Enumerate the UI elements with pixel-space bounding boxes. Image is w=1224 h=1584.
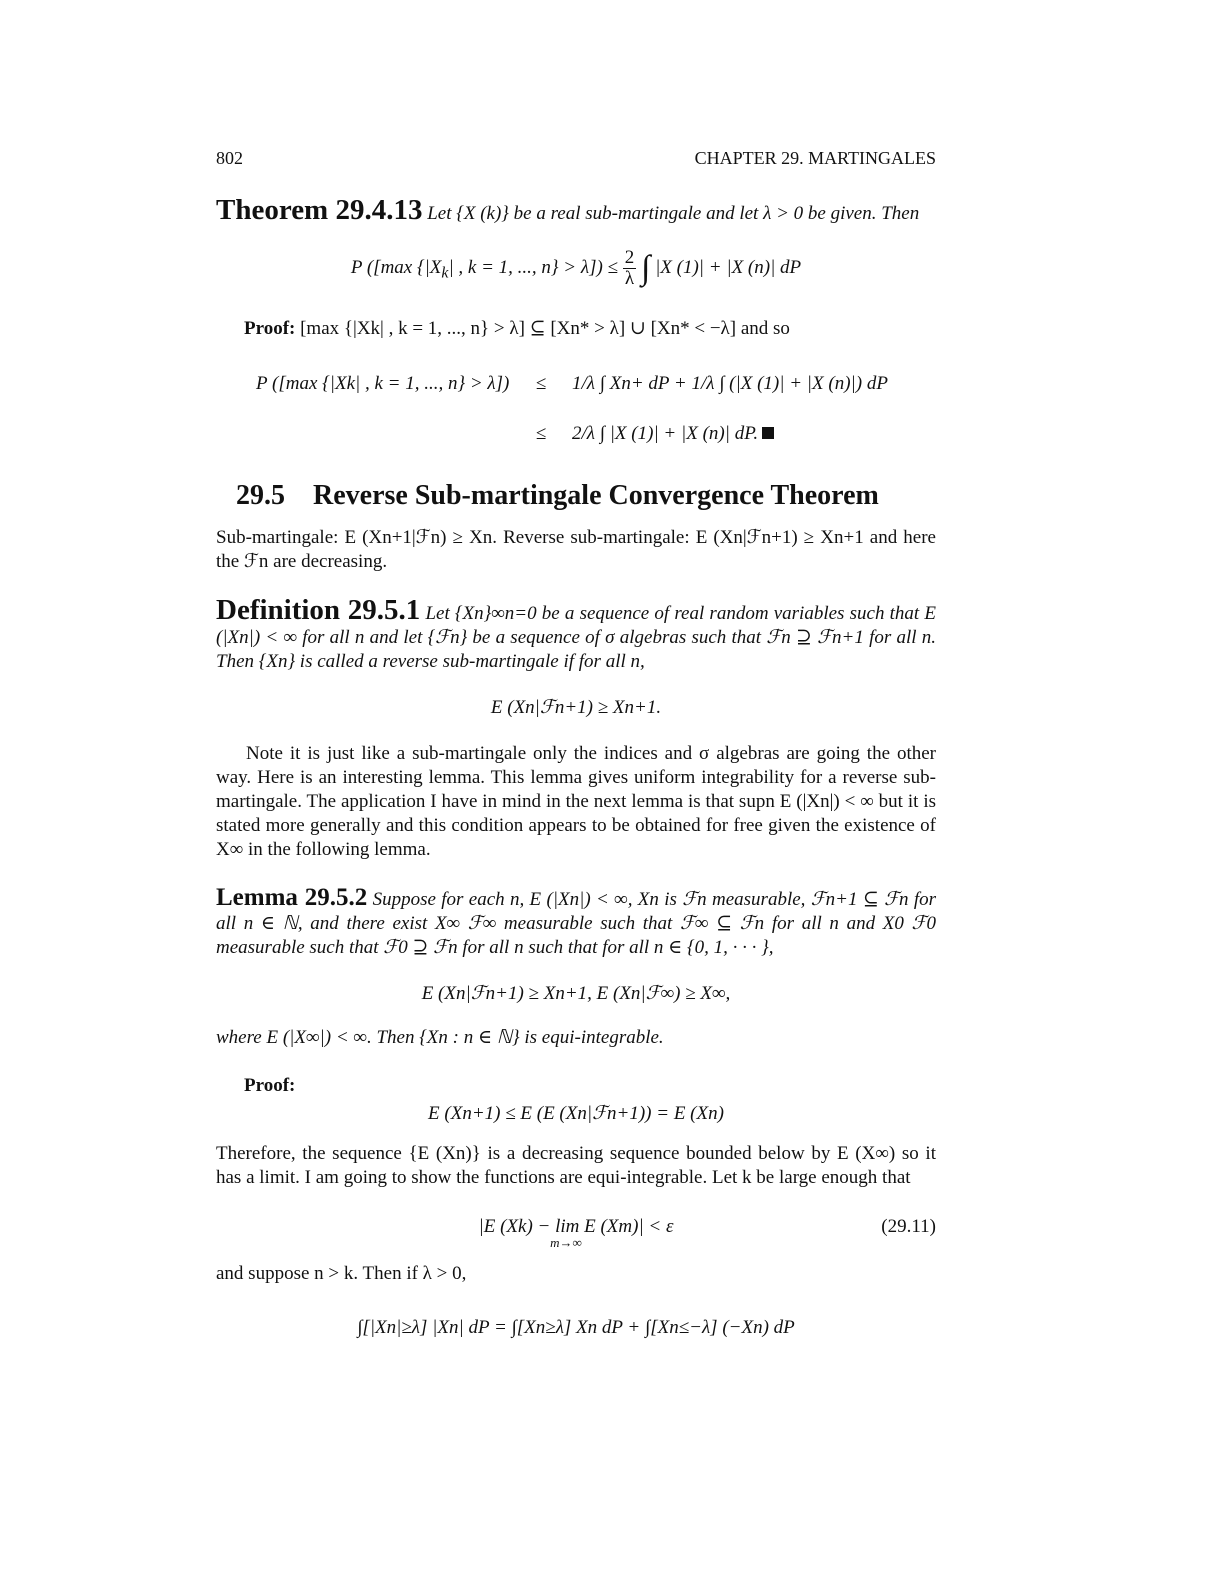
definition-statement: Let {Xn}∞n=0 be a sequence of real random variables such that E (|Xn|) < ∞ for all n and let {ℱn} be a sequence of σ algebras such that ℱn ⊇ ℱn+1 for all n. Then {Xn} is called a reverse sub-martingale if for all n, xyxy=(216,603,936,672)
section-heading xyxy=(236,479,956,513)
chapter-title: CHAPTER 29. MARTINGALES xyxy=(694,148,936,168)
page-number: 802 xyxy=(216,148,243,168)
fraction: $\frac{2}{\lambda}$ xyxy=(624,247,635,289)
equation-number: (29.11) xyxy=(881,1216,936,1237)
proof1-text: [max {|Xk| , k = 1, ..., n} > λ] ⊆ [Xn* > λ] ∪ [Xn* < −λ] and so xyxy=(300,318,790,339)
proof1-intro xyxy=(244,317,936,341)
proof2-after: and suppose n > k. Then if λ > 0, xyxy=(216,1263,467,1284)
section-intro: Sub-martingale: E (Xn+1|ℱn) ≥ Xn. Reverse sub-martingale: E (Xn|ℱn+1) ≥ Xn+1 and here the ℱn are decreasing. xyxy=(216,527,936,572)
proof1-line2: 2/λ ∫ |X (1)| + |X (n)| dP. xyxy=(572,422,774,446)
section-number: 29.5 xyxy=(236,480,285,511)
qed-square-icon xyxy=(762,427,774,439)
lemma-equation: E (Xn|ℱn+1) ≥ Xn+1, E (Xn|ℱ∞) ≥ X∞, xyxy=(421,983,731,1004)
proof2-equation: E (Xn+1) ≤ E (E (Xn|ℱn+1)) = E (Xn) xyxy=(428,1103,724,1124)
theorem-heading: Theorem 29.4.13 xyxy=(216,194,423,226)
proof2-paragraph: Therefore, the sequence {E (Xn)} is a decreasing sequence bounded below by E (X∞) so it has a limit. I am going to show the functions are equi-integrable. Let k be large enough that xyxy=(216,1143,936,1188)
definition-equation: E (Xn|ℱn+1) ≥ Xn+1. xyxy=(490,697,662,718)
theorem-equation: P ([max {$|X_k|$ , k = 1, ..., n} > λ]) ≤ $\frac{2}{\lambda}$ ∫ |X (1)| + |X (n)| dP xyxy=(350,247,802,289)
proof2-equation3: ∫[|Xn|≥λ] |Xn| dP = ∫[Xn≥λ] Xn dP + ∫[Xn≤−λ] (−Xn) dP xyxy=(357,1317,795,1338)
leq-sign: ≤ xyxy=(536,373,547,394)
numbered-equation: |E (Xk) − lim E (Xm)| < ε (29.11) xyxy=(478,1216,936,1237)
lemma-conclusion: where E (|X∞|) < ∞. Then {Xn : n ∈ ℕ} is equi-integrable. xyxy=(216,1027,664,1048)
proof1-line1: 1/λ ∫ Xn+ dP + 1/λ ∫ (|X (1)| + |X (n)|) dP xyxy=(572,373,888,394)
section-title: Reverse Sub-martingale Convergence Theorem xyxy=(313,480,879,511)
lemma-statement: Suppose for each n, E (|Xn|) < ∞, Xn is ℱn measurable, ℱn+1 ⊆ ℱn for all n ∈ ℕ, and there exist X∞ ℱ∞ measurable such that ℱ∞ ⊆ ℱn for all n and X0 ℱ0 measurable such that ℱ0 ⊇ ℱn for all n such that for all n ∈ {0, 1, · · · }, xyxy=(216,889,937,958)
theorem-statement: Let {X (k)} be a real sub-martingale and let λ > 0 be given. Then xyxy=(427,203,920,224)
definition-block xyxy=(216,594,936,674)
proof-label: Proof: xyxy=(244,1075,296,1096)
paragraph: Note it is just like a sub-martingale only the indices and σ algebras are going the other way. Here is an interesting lemma. This lemma gives uniform integrability for a reverse sub-martingale. The application I have in mind in the next lemma is that supn E (|Xn|) < ∞ but it is stated more generally and this condition appears to be obtained for free given the existence of X∞ in the following lemma. xyxy=(216,743,936,860)
integral-sign: ∫ xyxy=(640,249,651,287)
lemma-heading: Lemma 29.5.2 xyxy=(216,884,368,911)
page xyxy=(216,0,936,1584)
definition-heading: Definition 29.5.1 xyxy=(216,594,421,626)
lim-subscript: m→∞ xyxy=(550,1235,582,1250)
theorem-block xyxy=(216,194,936,226)
leq-sign: ≤ xyxy=(536,423,547,444)
proof1-align-lhs: P ([max {|Xk| , k = 1, ..., n} > λ]) xyxy=(256,373,510,394)
proof-label: Proof: xyxy=(244,318,296,339)
lemma-block xyxy=(216,886,936,960)
